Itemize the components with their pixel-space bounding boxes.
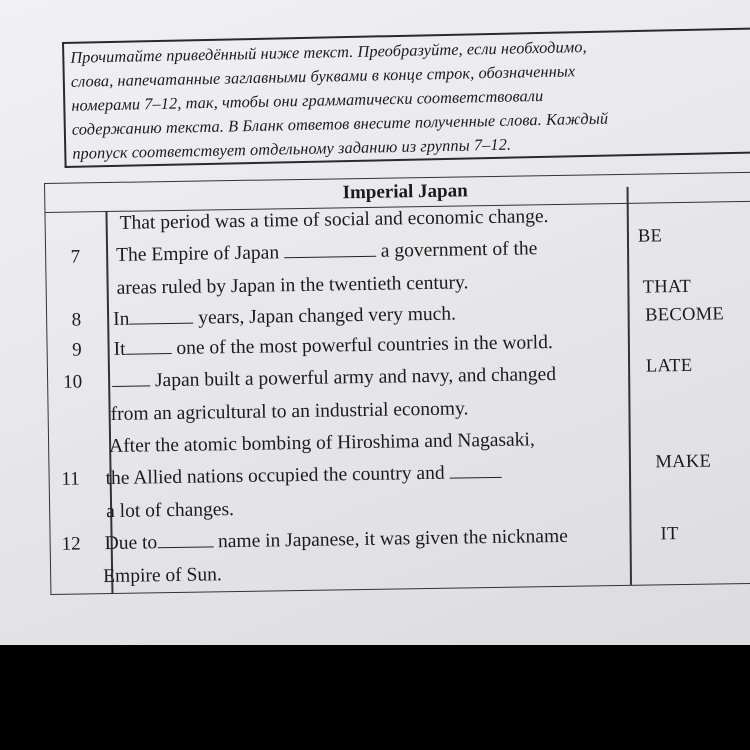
text-line	[116, 238, 538, 267]
text-line	[112, 364, 556, 393]
instruction-line: Прочитайте приведённый ниже текст. Преобразуйте, если необходимо,	[70, 37, 587, 67]
text-line: from an agricultural to an industrial economy.	[110, 398, 469, 425]
instruction-text	[70, 31, 750, 165]
text-line	[113, 332, 552, 361]
text-line: Empire of Sun.	[103, 564, 222, 588]
answer-blank[interactable]	[449, 463, 501, 479]
text-line	[113, 304, 456, 331]
column-divider	[627, 187, 632, 585]
answer-blank[interactable]	[129, 309, 193, 325]
task-number: 11	[61, 468, 80, 490]
text-segment: the Allied nations occupied the country and	[105, 462, 450, 490]
text-segment: name in Japanese, it was given the nickname	[213, 525, 568, 553]
text-segment: The Empire of Japan	[115, 242, 285, 266]
text-segment: one of the most powerful countries in the world.	[171, 332, 553, 360]
text-line: a lot of changes.	[106, 499, 235, 523]
exercise-table	[44, 172, 750, 595]
text-segment: In	[112, 308, 130, 330]
instruction-line: слова, напечатанные заглавными буквами в конце строк, обозначенных	[70, 61, 576, 91]
text-segment: It	[113, 338, 126, 360]
keyword: MAKE	[655, 451, 712, 473]
instruction-box	[62, 27, 750, 168]
text-line	[105, 526, 569, 555]
answer-blank[interactable]	[157, 532, 213, 548]
task-number: 10	[62, 371, 83, 393]
table-title: Imperial Japan	[342, 180, 468, 204]
keyword: BECOME	[644, 304, 725, 326]
text-segment: a government of the	[375, 238, 538, 262]
instruction-line: номерами 7–12, так, чтобы они грамматически соответствовали	[71, 85, 544, 115]
text-line: That period was a time of social and economic change.	[119, 206, 549, 234]
answer-blank[interactable]	[125, 339, 171, 355]
task-number: 9	[71, 339, 82, 361]
task-number: 8	[71, 309, 82, 331]
background-edge	[0, 645, 750, 750]
keyword: LATE	[645, 355, 693, 377]
text-segment: Japan built a powerful army and navy, and changed	[149, 363, 557, 392]
instruction-line: пропуск соответствует отдельному заданию из группы 7–12.	[72, 134, 512, 163]
answer-blank[interactable]	[284, 242, 376, 258]
text-segment: Due to	[104, 532, 158, 555]
keyword: IT	[660, 524, 679, 545]
keyword: BE	[637, 226, 663, 247]
text-segment: years, Japan changed very much.	[193, 303, 457, 329]
text-line	[105, 462, 501, 490]
instruction-line: содержанию текста. В Бланк ответов внесите полученные слова. Каждый	[71, 108, 609, 139]
task-number: 7	[70, 246, 81, 268]
task-number: 12	[61, 533, 81, 555]
text-line: After the atomic bombing of Hiroshima and Nagasaki,	[108, 429, 535, 458]
text-line: areas ruled by Japan in the twentieth century.	[116, 272, 469, 299]
keyword: THAT	[642, 276, 692, 298]
answer-blank[interactable]	[112, 371, 150, 387]
table-title-row	[45, 173, 750, 213]
